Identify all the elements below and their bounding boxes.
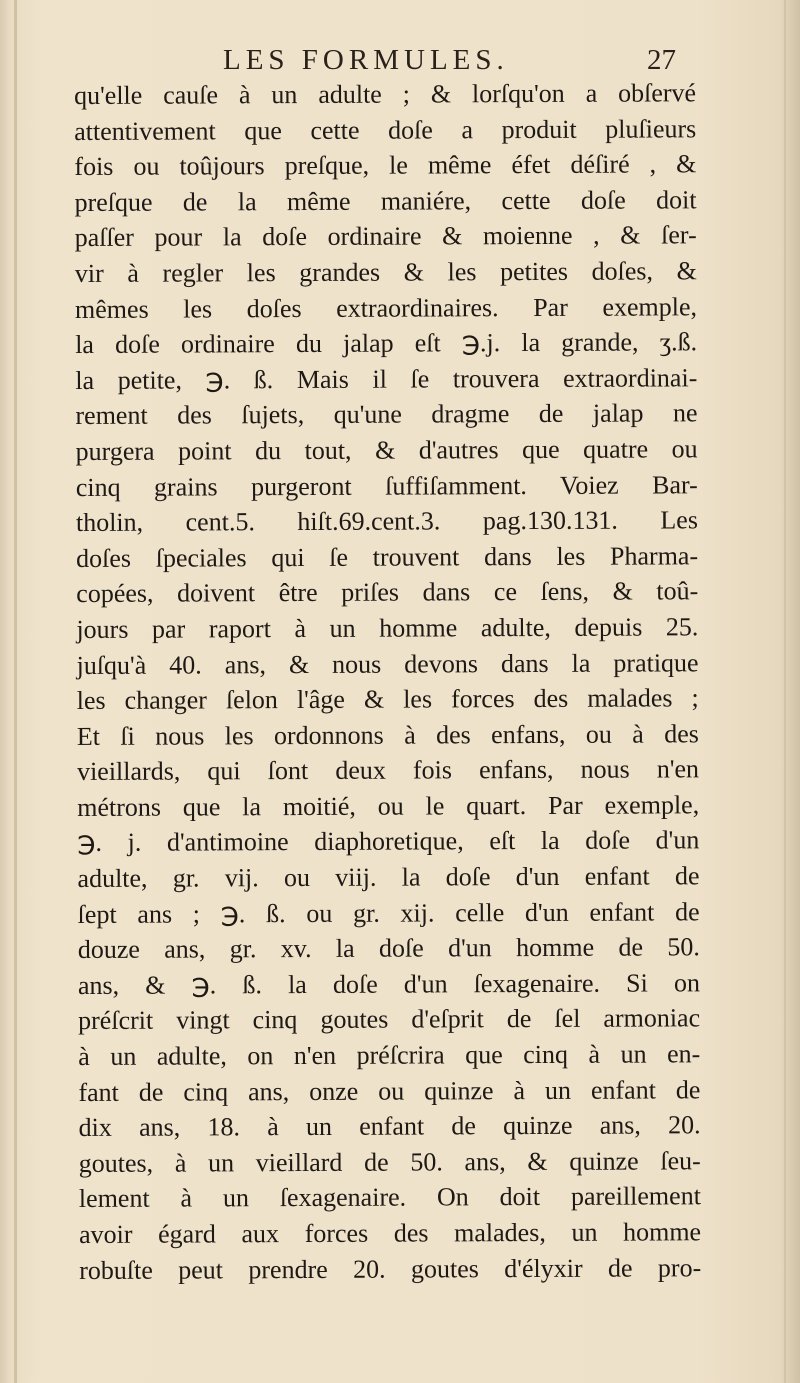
text-line-9: la petite, ℈. ß. Mais il ſe trouvera extraordinai- [75, 363, 698, 395]
text-line-8: la doſe ordinaire du jalap eſt ℈.j. la grande, ʒ.ß. [75, 327, 698, 360]
text-line-3: fois ou toûjours preſque, le même éfet déſiré , & [74, 149, 697, 182]
text-line-18: les changer ſelon l'âge & les forces des malades ; [76, 683, 699, 716]
text-line-25: douze ans, gr. xv. la doſe d'un homme de 50. [77, 932, 700, 965]
page-number: 27 [647, 44, 676, 76]
text-line-11: purgera point du tout, & d'autres que quatre ou [75, 434, 698, 466]
text-line-2: attentivement que cette doſe a produit pluſieurs [74, 113, 697, 146]
text-line-22: ℈. j. d'antimoine diaphoretique, eſt la doſe d'un [77, 825, 700, 858]
text-line-16: jours par raport à un homme adulte, depuis 25. [76, 612, 699, 644]
text-line-24: ſept ans ; ℈. ß. ou gr. xij. celle d'un enfant de [77, 896, 700, 929]
text-line-27: préſcrit vingt cinq goutes d'eſprit de ſel armoniac [78, 1003, 701, 1036]
text-line-23: adulte, gr. vij. ou viij. la doſe d'un enfant de [77, 861, 700, 894]
text-line-26: ans, & ℈. ß. la doſe d'un ſexagenaire. Si on [77, 968, 701, 1000]
text-line-14: doſes ſpeciales qui ſe trouvent dans les Pharma- [76, 541, 699, 573]
body-text [74, 75, 701, 1288]
text-line-5: paſſer pour la doſe ordinaire & moienne , & ſer- [74, 220, 697, 253]
text-line-10: rement des ſujets, qu'une dragme de jalap ne [75, 398, 698, 431]
text-line-31: goutes, à un vieillard de 50. ans, & quinze ſeu- [78, 1146, 701, 1178]
text-line-13: tholin, cent.5. hiſt.69.cent.3. pag.130.131. Les [75, 505, 698, 538]
running-title: LES FORMULES. [223, 44, 509, 76]
text-line-32: lement à un ſexagenaire. On doit pareillement [78, 1181, 701, 1214]
text-line-1: qu'elle cauſe à un adulte ; & lorſqu'on a obſervé [74, 78, 697, 110]
text-line-30: dix ans, 18. à un enfant de quinze ans, 20. [78, 1110, 701, 1143]
text-line-12: cinq grains purgeront ſuffiſamment. Voiez Bar- [75, 469, 698, 502]
text-line-6: vir à regler les grandes & les petites doſes, & [74, 256, 697, 288]
text-line-34: robuſte peut prendre 20. goutes d'élyxir de pro- [79, 1252, 702, 1285]
text-line-33: avoir égard aux forces des malades, un homme [78, 1217, 702, 1249]
text-line-20: vieillards, qui ſont deux fois enfans, nous n'en [76, 754, 700, 787]
text-line-21: métrons que la moitié, ou le quart. Par exemple, [77, 790, 700, 822]
text-line-15: copées, doivent être priſes dans ce ſens, & toû- [76, 576, 699, 609]
text-line-28: à un adulte, on n'en préſcrira que cinq à un en- [78, 1039, 701, 1072]
text-line-4: preſque de la même maniére, cette doſe doit [74, 185, 697, 217]
text-line-29: fant de cinq ans, onze ou quinze à un enfant de [78, 1074, 701, 1107]
text-line-7: mêmes les doſes extraordinaires. Par exemple, [74, 291, 698, 324]
text-line-17: juſqu'à 40. ans, & nous devons dans la pratique [76, 647, 699, 680]
text-line-19: Et ſi nous les ordonnons à des enfans, ou à des [76, 718, 699, 751]
